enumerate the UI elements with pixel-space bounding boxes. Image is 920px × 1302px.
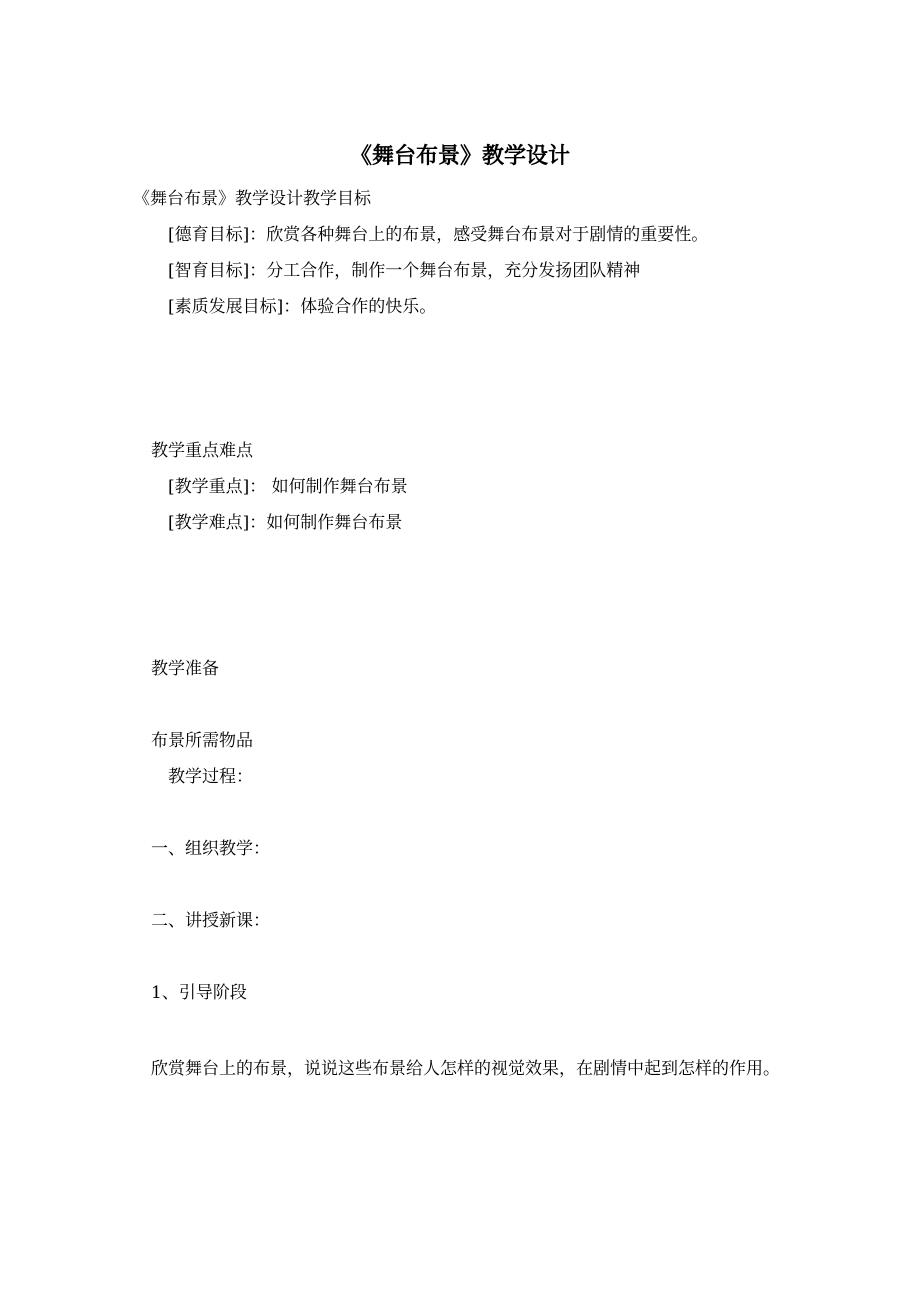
stage-one-heading: 1、引导阶段	[151, 983, 247, 1003]
preparation-heading: 教学准备	[151, 659, 219, 679]
process-heading: 教学过程：	[168, 767, 253, 787]
objective-quality: [素质发展目标]：体验合作的快乐。	[168, 297, 437, 317]
stage-one-paragraph: 欣赏舞台上的布景，说说这些布景给人怎样的视觉效果，在剧情中起到怎样的作用。	[151, 1059, 780, 1079]
step-two: 二、讲授新课：	[151, 911, 270, 931]
step-one: 一、组织教学：	[151, 839, 270, 859]
key-point-difficulty: [教学难点]：如何制作舞台布景	[168, 513, 403, 533]
key-point-focus: [教学重点]： 如何制作舞台布景	[168, 477, 408, 497]
document-title: 《舞台布景》教学设计	[349, 143, 570, 169]
preparation-text: 布景所需物品	[151, 731, 253, 751]
objective-intellectual: [智育目标]：分工合作，制作一个舞台布景，充分发扬团队精神	[168, 261, 641, 281]
objective-moral: [德育目标]：欣赏各种舞台上的布景，感受舞台布景对于剧情的重要性。	[168, 225, 709, 245]
objectives-heading: 《舞台布景》教学设计教学目标	[133, 189, 371, 209]
key-points-heading: 教学重点难点	[151, 441, 253, 461]
